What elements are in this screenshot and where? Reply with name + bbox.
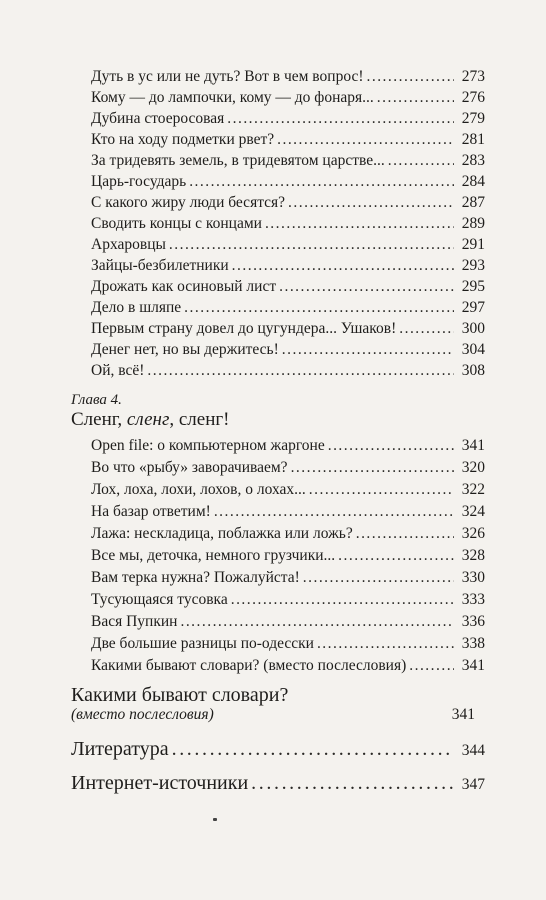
toc-entry-title: Вася Пупкин: [91, 613, 178, 630]
toc-entry[interactable]: [91, 67, 485, 87]
leader-dots: [399, 319, 454, 339]
toc-entry[interactable]: [91, 590, 485, 610]
leader-dots: [227, 109, 454, 129]
toc-entry[interactable]: [91, 88, 485, 108]
toc-entry-page: 289: [461, 215, 485, 232]
toc-entry-title: Тусующаяся тусовка: [91, 591, 228, 608]
toc-entry[interactable]: [91, 109, 485, 129]
leader-dots: [232, 256, 454, 276]
leader-dots: [189, 172, 454, 192]
toc-entry[interactable]: [91, 214, 485, 234]
toc-entry-title: Кому — до лампочки, кому — до фонаря...: [91, 89, 374, 106]
toc-entry-title: Зайцы-безбилетники: [91, 257, 229, 274]
leader-dots: [180, 612, 454, 632]
leader-dots: [388, 151, 454, 171]
toc-entry-page: 304: [461, 341, 485, 358]
toc-backmatter-internet[interactable]: [71, 771, 485, 797]
toc-entry-title: Во что «рыбу» заворачиваем?: [91, 459, 288, 476]
toc-entry-page: 344: [461, 742, 485, 759]
leader-dots: [147, 361, 454, 381]
toc-entry-page: 300: [461, 320, 485, 337]
leader-dots: [317, 634, 454, 654]
toc-entry[interactable]: [91, 436, 485, 456]
toc-backmatter-dictionaries-note[interactable]: [71, 706, 475, 724]
toc-entry-title: Лох, лоха, лохи, лохов, о лохах...: [91, 481, 306, 498]
toc-entry[interactable]: [91, 235, 485, 255]
leader-dots: [231, 590, 454, 610]
leader-dots: [303, 568, 454, 588]
chapter-label: Глава 4.: [71, 392, 122, 408]
leader-dots: [169, 235, 454, 255]
toc-entry-page: 324: [461, 503, 485, 520]
toc-entry[interactable]: [91, 546, 485, 566]
toc-entry-page: 326: [461, 525, 485, 542]
toc-entry-title: Какими бывают словари?: [71, 684, 289, 706]
toc-entry-page: 341: [451, 706, 475, 723]
toc-entry-page: 273: [461, 68, 485, 85]
toc-entry-title: Кто на ходу подметки рвет?: [91, 131, 275, 148]
leader-dots: [251, 771, 454, 795]
toc-entry[interactable]: [91, 612, 485, 632]
toc-entry[interactable]: [91, 298, 485, 318]
toc-entry-title: Дуть в ус или не дуть? Вот в чем вопрос!: [91, 68, 364, 85]
toc-entry-page: 336: [461, 613, 485, 630]
toc-entry-page: 328: [461, 547, 485, 564]
toc-entry-page: 347: [461, 776, 485, 793]
toc-entry-title: С какого жиру люди бесятся?: [91, 194, 286, 211]
toc-entry-page: 320: [461, 459, 485, 476]
leader-dots: [409, 656, 454, 676]
leader-dots: [282, 340, 454, 360]
toc-entry-title: Первым страну довел до цугундера... Ушаков!: [91, 320, 397, 337]
toc-entry[interactable]: [91, 656, 485, 676]
leader-dots: [214, 502, 454, 522]
toc-entry[interactable]: [91, 277, 485, 297]
toc-entry-title: Open file: о компьютерном жаргоне: [91, 437, 325, 454]
toc-entry[interactable]: [91, 130, 485, 150]
toc-entry-page: 341: [461, 657, 485, 674]
toc-entry-title: За тридевять земель, в тридевятом царстве...: [91, 152, 385, 169]
leader-dots: [279, 277, 454, 297]
toc-entry-title: Все мы, деточка, немного грузчики...: [91, 547, 336, 564]
toc-entry-page: 330: [461, 569, 485, 586]
toc-entry[interactable]: [91, 568, 485, 588]
toc-entry-page: 284: [461, 173, 485, 190]
toc-entry-page: 338: [461, 635, 485, 652]
toc-entry-page: 341: [461, 437, 485, 454]
toc-entry[interactable]: [91, 340, 485, 360]
toc-entry[interactable]: [91, 319, 485, 339]
toc-entry-page: 295: [461, 278, 485, 295]
toc-entry-page: 333: [461, 591, 485, 608]
leader-dots: [288, 193, 454, 213]
leader-dots: [265, 214, 454, 234]
toc-entry-title: Интернет-источники: [71, 772, 249, 794]
toc-entry[interactable]: [91, 151, 485, 171]
chapter-title[interactable]: [71, 409, 230, 431]
toc-entry-title: Вам терка нужна? Пожалуйста!: [91, 569, 300, 586]
toc-entry-title: Царь-государь: [91, 173, 187, 190]
toc-entry-title: Архаровцы: [91, 236, 166, 253]
toc-entry-title: Денег нет, но вы держитесь!: [91, 341, 279, 358]
toc-entry-title: Две большие разницы по-одесски: [91, 635, 314, 652]
toc-entry-page: 287: [461, 194, 485, 211]
toc-entry-page: 293: [461, 257, 485, 274]
toc-entry[interactable]: [91, 634, 485, 654]
toc-entry[interactable]: [91, 458, 485, 478]
toc-entry-page: 281: [461, 131, 485, 148]
toc-entry-subtitle: (вместо послесловия): [71, 706, 214, 723]
toc-entry-title: Дубина стоеросовая: [91, 110, 225, 127]
toc-entry[interactable]: [91, 524, 485, 544]
toc-backmatter-dictionaries[interactable]: [71, 683, 485, 707]
leader-dots: [277, 130, 454, 150]
leader-dots: [172, 737, 454, 761]
toc-entry-title: Литература: [71, 738, 169, 760]
leader-dots: [328, 436, 454, 456]
toc-entry[interactable]: [91, 256, 485, 276]
toc-entry-page: 297: [461, 299, 485, 316]
leader-dots: [377, 88, 454, 108]
toc-entry-title: Лажа: нескладица, поблажка или ложь?: [91, 525, 353, 542]
leader-dots: [184, 298, 454, 318]
toc-entry[interactable]: [91, 193, 485, 213]
toc-entry-title: Дрожать как осиновый лист: [91, 278, 277, 295]
toc-entry-page: 308: [461, 362, 485, 379]
toc-entry-title: Сводить концы с концами: [91, 215, 262, 232]
leader-dots: [356, 524, 454, 544]
toc-entry-page: 283: [461, 152, 485, 169]
toc-entry-page: 279: [461, 110, 485, 127]
toc-entry-title: На базар ответим!: [91, 503, 211, 520]
toc-entry[interactable]: [91, 502, 485, 522]
ink-speck: [213, 818, 217, 821]
toc-entry[interactable]: [91, 480, 485, 500]
toc-entry-title: Ой, всё!: [91, 362, 145, 379]
toc-entry-title: Какими бывают словари? (вместо послесловия): [91, 657, 407, 674]
chapter-title-part: Сленг,: [71, 409, 127, 430]
leader-dots: [309, 480, 454, 500]
leader-dots: [291, 458, 454, 478]
toc-backmatter-literature[interactable]: [71, 737, 485, 763]
leader-dots: [338, 546, 454, 566]
chapter-title-italic: сленг: [126, 409, 170, 430]
toc-entry[interactable]: [91, 172, 485, 192]
toc-entry-page: 322: [461, 481, 485, 498]
leader-dots: [367, 67, 455, 87]
toc-entry-page: 276: [461, 89, 485, 106]
toc-entry[interactable]: [91, 361, 485, 381]
toc-entry-title: Дело в шляпе: [91, 299, 182, 316]
toc-entry-page: 291: [461, 236, 485, 253]
chapter-title-part: , сленг!: [169, 409, 230, 430]
